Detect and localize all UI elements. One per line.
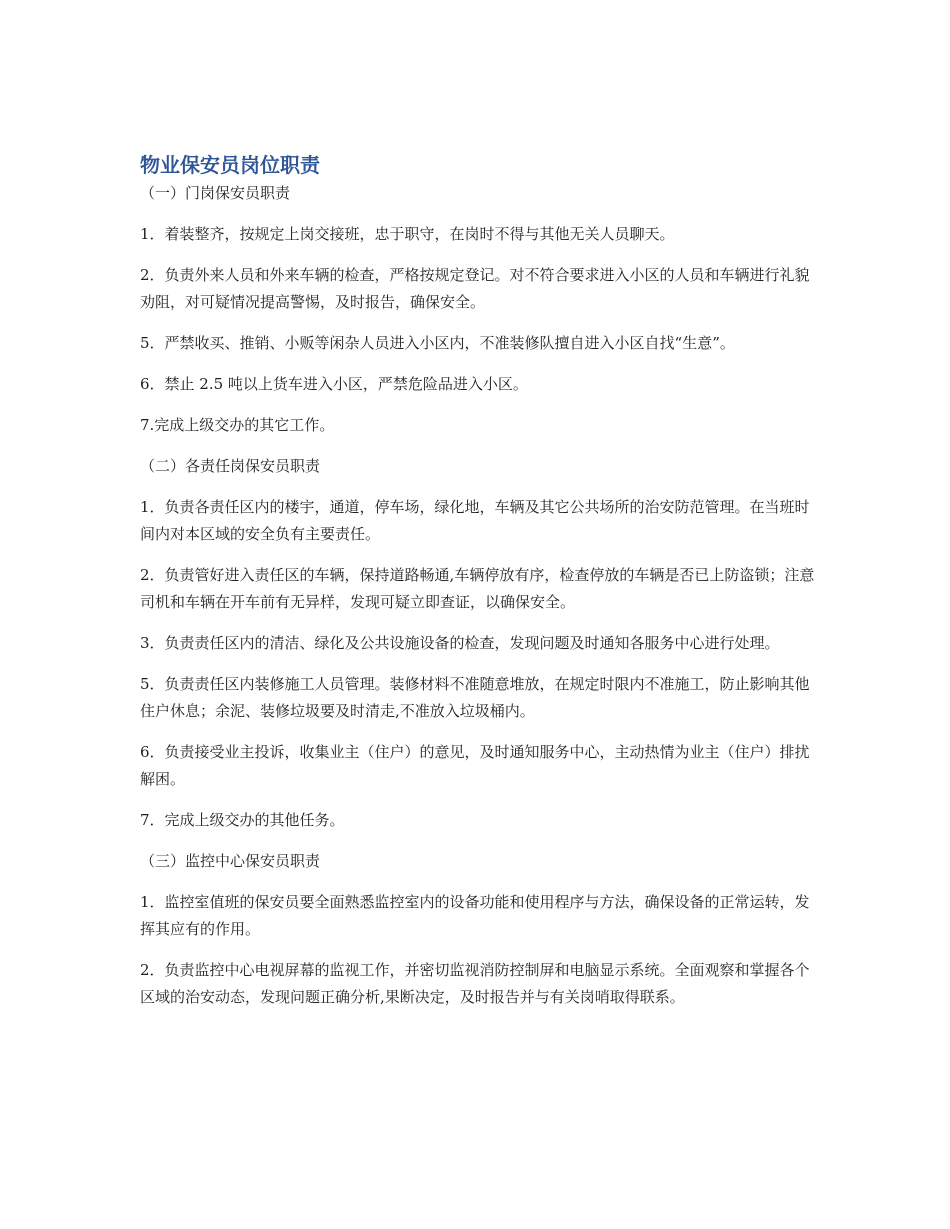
duty-paragraph: 1．监控室值班的保安员要全面熟悉监控室内的设备功能和使用程序与方法，确保设备的正常运转，发挥其应有的作用。: [140, 893, 810, 938]
document-page: [140, 150, 820, 1025]
section-heading-gate: （一）门岗保安员职责: [140, 184, 291, 202]
duty-paragraph: 3．负责责任区内的清洁、绿化及公共设施设备的检查，发现问题及时通知各服务中心进行处理。: [140, 634, 780, 652]
duty-paragraph: 7．完成上级交办的其他任务。: [140, 811, 345, 829]
duty-paragraph: 2．负责管好进入责任区的车辆，保持道路畅通,车辆停放有序，检查停放的车辆是否已上防盗锁；注意司机和车辆在开车前有无异样，发现可疑立即查证，以确保安全。: [140, 566, 815, 611]
duty-paragraph: 6．负责接受业主投诉，收集业主（住户）的意见，及时通知服务中心，主动热情为业主（住户）排扰解困。: [140, 743, 810, 788]
section-heading-patrol: （二）各责任岗保安员职责: [140, 457, 321, 475]
duty-paragraph: 2．负责外来人员和外来车辆的检查，严格按规定登记。对不符合要求进入小区的人员和车辆进行礼貌劝阻，对可疑情况提高警惕，及时报告，确保安全。: [140, 266, 810, 311]
duty-paragraph: 6．禁止 2.5 吨以上货车进入小区，严禁危险品进入小区。: [140, 375, 528, 393]
duty-paragraph: 5．严禁收买、推销、小贩等闲杂人员进入小区内，不准装修队擅自进入小区自找“生意”。: [140, 334, 735, 352]
duty-paragraph: 5．负责责任区内装修施工人员管理。装修材料不准随意堆放，在规定时限内不准施工，防止影响其他住户休息；余泥、装修垃圾要及时清走,不准放入垃圾桶内。: [140, 675, 810, 720]
section-heading-monitoring: （三）监控中心保安员职责: [140, 852, 321, 870]
duty-paragraph: 1．负责各责任区内的楼宇，通道，停车场，绿化地，车辆及其它公共场所的治安防范管理。在当班时间内对本区域的安全负有主要责任。: [140, 498, 810, 543]
document-title: 物业保安员岗位职责: [140, 153, 320, 177]
duty-paragraph: 2．负责监控中心电视屏幕的监视工作，并密切监视消防控制屏和电脑显示系统。全面观察和掌握各个区域的治安动态，发现问题正确分析,果断决定，及时报告并与有关岗哨取得联系。: [140, 961, 810, 1006]
duty-paragraph: 1．着装整齐，按规定上岗交接班，忠于职守，在岗时不得与其他无关人员聊天。: [140, 225, 675, 243]
duty-paragraph: 7.完成上级交办的其它工作。: [140, 416, 335, 434]
